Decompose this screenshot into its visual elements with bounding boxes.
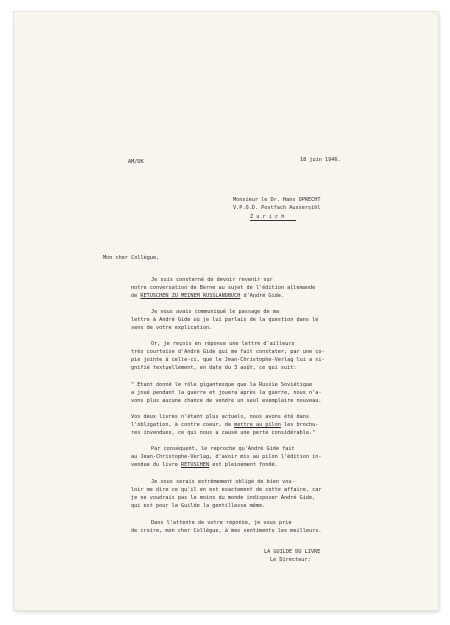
- p5-line3: je ne voudrais pas le moins du monde indisposer André Gide,: [131, 495, 316, 501]
- quote-line5: l'obligation, à contre coeur, de mettre au pilon les brochu-: [131, 422, 319, 428]
- quote-line6: res invendues, ce qui nous a causé une perte considérable.": [131, 430, 316, 436]
- book-title-short: RETUSCHEN: [180, 462, 210, 468]
- p5-line1: Je vous serais extrêmement obligé de bien vou-: [151, 479, 295, 485]
- signature-organization: LA GUILDE DU LIVRE: [264, 549, 321, 555]
- salutation: Mon cher Collègue,: [103, 255, 160, 261]
- book-title: RETUSCHEN ZU MEINEM RUSSLANDBUCH: [140, 293, 241, 299]
- address-underline: [250, 220, 296, 221]
- quote-line4: Vos deux livres n'étant plus actuels, nous avons été dans: [131, 414, 310, 420]
- addressee-address: V.P.O.D. Postfach Aussersihl: [233, 205, 321, 211]
- addressee-city: Z u r i c h: [250, 214, 285, 220]
- letter-date: 18 juin 1946.: [300, 157, 341, 163]
- signature-title: Le Directeur:: [270, 557, 311, 563]
- p3-line1: Or, je reçois en réponse une lettre d'ailleurs: [151, 341, 295, 347]
- p2-line3: sens de votre explication.: [131, 325, 213, 331]
- p3-line2: très courtoise d'André Gide qui me fait constater, par une co-: [131, 349, 325, 355]
- p3-line3: pie jointe à celle-ci, que le Jean-Christophe-Verlag lui a si-: [131, 357, 325, 363]
- p3-line4: gnifié textuellement, en date du 3 août, ce qui suit:: [131, 365, 297, 371]
- p6-line1: Dans l'attente de votre réponse, je vous prie: [151, 520, 292, 526]
- addressee-name: Monsieur le Dr. Hans OPRECHT: [233, 197, 321, 203]
- p1-line3: de RETUSCHEN ZU MEINEM RUSSLANDBUCH d'André Gide.: [131, 293, 285, 299]
- quote-line1: " Etant donné le rôle gigantesque que la Russie Soviétique: [131, 382, 313, 388]
- p6-line2: de croire, mon cher Collègue, à mes sentiments les meilleurs.: [131, 528, 322, 534]
- p4-line3: vendue du livre RETUSCHEN est pleinement fondé.: [131, 462, 278, 468]
- p1-line2: notre conversation de Berne au sujet de l'édition allemande: [131, 285, 316, 291]
- p5-line4: qui est pour la Guilde la gentillesse même.: [131, 503, 266, 509]
- quote-line3: vons plus aucune chance de vendre un seul exemplaire nouveau.: [131, 398, 322, 404]
- p2-line2: lettre à André Gide où je lui parlais de la question dans le: [131, 317, 319, 323]
- p1-line1: Je suis consterné de devoir revenir sur: [151, 277, 273, 283]
- p4-line2: au Jean-Christophe-Verlag, d'avoir mis au pilon l'édition in-: [131, 454, 322, 460]
- p2-line1: Je vous avais communiqué le passage de ma: [151, 309, 280, 315]
- p5-line2: loir me dire ce qu'il en est exactement de cette affaire, car: [131, 487, 322, 493]
- emphasis-mettre-au-pilon: mettre au pilon: [234, 422, 281, 428]
- p4-line1: Par conséquent, le reproche qu'André Gide fait: [151, 446, 295, 452]
- quote-line2: a joué pendant la guerre et jouera après la guerre, nous n'a-: [131, 390, 322, 396]
- reference-code: AM/DK: [128, 159, 144, 165]
